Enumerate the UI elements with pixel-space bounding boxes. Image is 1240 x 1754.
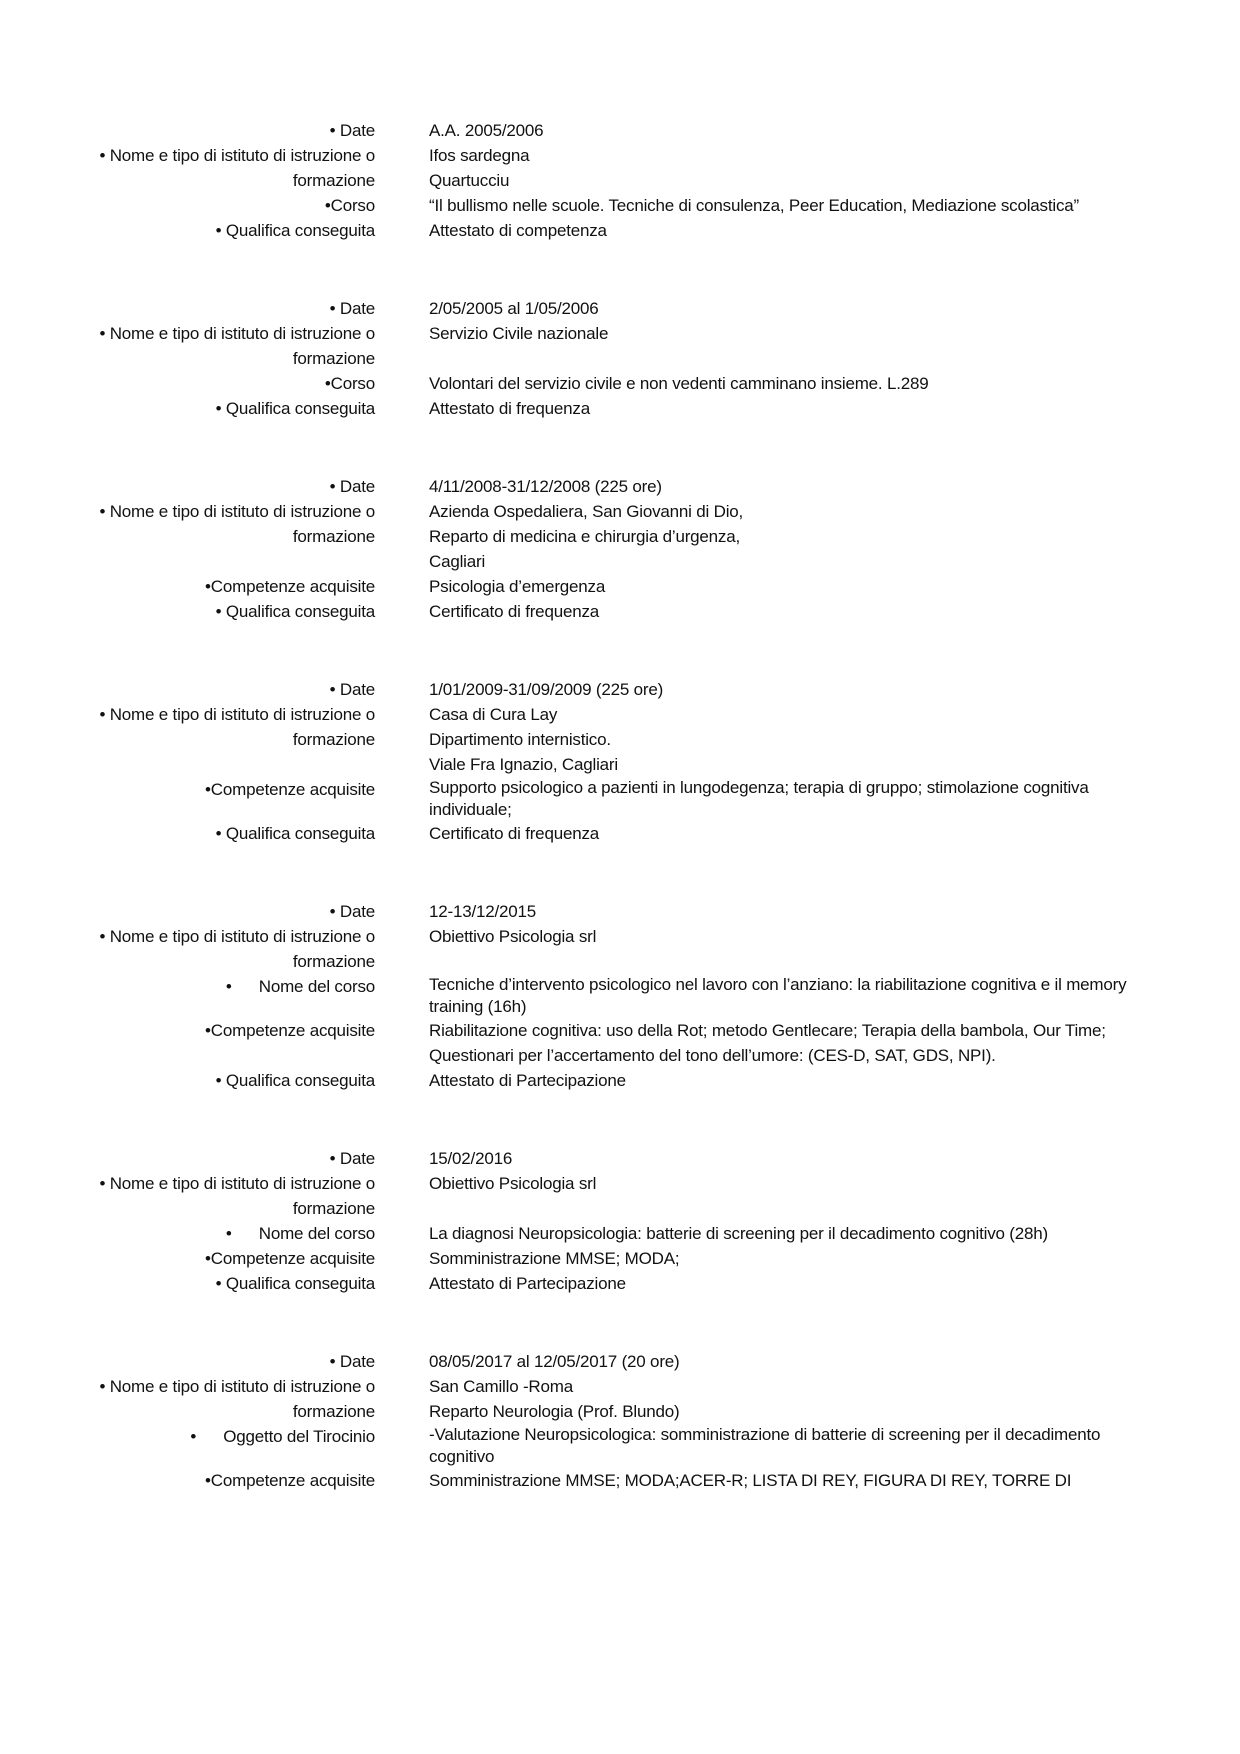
- date-value: 12-13/12/2015: [429, 902, 537, 921]
- education-entry: [0, 1349, 1240, 1493]
- institute-line: Quartucciu: [429, 171, 510, 190]
- institute-label-line: formazione: [292, 171, 375, 190]
- competenze-row: [0, 1018, 1240, 1068]
- date-label: • Date: [329, 1149, 375, 1168]
- institute-row: [0, 702, 1240, 777]
- institute-line: Reparto di medicina e chirurgia d’urgenza,: [429, 527, 740, 546]
- competenze-value: [429, 1018, 1149, 1068]
- institute-label-line: • Nome e tipo di istituto di istruzione o: [99, 927, 375, 946]
- qualifica-label: • Qualifica conseguita: [215, 399, 375, 418]
- nome-corso-value: La diagnosi Neuropsicologia: batterie di screening per il decadimento cognitivo (28h): [429, 1224, 1048, 1243]
- institute-row: [0, 1374, 1240, 1424]
- qualifica-value: Attestato di frequenza: [429, 399, 590, 418]
- institute-label: [0, 499, 375, 549]
- institute-line: Dipartimento internistico.: [429, 730, 611, 749]
- bullet-icon: •: [225, 1224, 232, 1243]
- institute-label: [0, 702, 375, 752]
- nome-corso-label: [0, 974, 375, 999]
- institute-line: Obiettivo Psicologia srl: [429, 1174, 597, 1193]
- course-value: “Il bullismo nelle scuole. Tecniche di consulenza, Peer Education, Mediazione scolastica”: [429, 196, 1079, 215]
- date-row: [0, 296, 1240, 321]
- institute-line: Viale Fra Ignazio, Cagliari: [429, 755, 618, 774]
- tirocinio-label: [0, 1424, 375, 1449]
- institute-value: [429, 702, 1149, 777]
- institute-label-line: formazione: [292, 730, 375, 749]
- competenze-label: •Competenze acquisite: [205, 1471, 375, 1490]
- competenze-value: Somministrazione MMSE; MODA;: [429, 1249, 680, 1268]
- qualifica-row: [0, 599, 1240, 624]
- date-label: • Date: [329, 477, 375, 496]
- institute-value: [429, 321, 1149, 346]
- institute-row: [0, 321, 1240, 371]
- competenze-label: •Competenze acquisite: [205, 1021, 375, 1040]
- institute-line: Azienda Ospedaliera, San Giovanni di Dio,: [429, 502, 744, 521]
- institute-line: Reparto Neurologia (Prof. Blundo): [429, 1402, 680, 1421]
- date-row: [0, 474, 1240, 499]
- institute-label-line: formazione: [292, 952, 375, 971]
- institute-value: [429, 499, 1149, 574]
- date-value: 4/11/2008-31/12/2008 (225 ore): [429, 477, 662, 496]
- bullet-icon: •: [190, 1427, 197, 1446]
- date-value: 1/01/2009-31/09/2009 (225 ore): [429, 680, 664, 699]
- qualifica-row: [0, 821, 1240, 846]
- qualifica-label: • Qualifica conseguita: [215, 602, 375, 621]
- qualifica-value: Certificato di frequenza: [429, 602, 600, 621]
- date-value: A.A. 2005/2006: [429, 121, 544, 140]
- institute-label-line: formazione: [292, 349, 375, 368]
- institute-line: Obiettivo Psicologia srl: [429, 927, 597, 946]
- institute-value: [429, 924, 1149, 949]
- competenze-label: •Competenze acquisite: [205, 780, 375, 799]
- nome-corso-label: [0, 1221, 375, 1246]
- date-label: • Date: [329, 299, 375, 318]
- competenze-row: [0, 1468, 1240, 1493]
- education-entry: [0, 899, 1240, 1093]
- date-label: • Date: [329, 1352, 375, 1371]
- institute-line: Ifos sardegna: [429, 146, 530, 165]
- nome-corso-row: [0, 1221, 1240, 1246]
- cv-education-page: [0, 118, 1240, 1546]
- qualifica-value: Attestato di competenza: [429, 221, 607, 240]
- date-row: [0, 677, 1240, 702]
- competenze-value: Psicologia d’emergenza: [429, 577, 606, 596]
- qualifica-value: Certificato di frequenza: [429, 824, 600, 843]
- education-entry: [0, 296, 1240, 421]
- competenze-value: Supporto psicologico a pazienti in lungodegenza; terapia di gruppo; stimolazione cognitiva individuale;: [429, 778, 1089, 819]
- qualifica-value: Attestato di Partecipazione: [429, 1274, 626, 1293]
- nome-corso-label-text: Nome del corso: [258, 977, 375, 996]
- qualifica-label: • Qualifica conseguita: [215, 1071, 375, 1090]
- institute-row: [0, 1171, 1240, 1221]
- institute-label-line: formazione: [292, 1402, 375, 1421]
- institute-row: [0, 924, 1240, 974]
- institute-label-line: • Nome e tipo di istituto di istruzione o: [99, 705, 375, 724]
- competenze-value: Somministrazione MMSE; MODA;ACER-R; LISTA DI REY, FIGURA DI REY, TORRE DI: [429, 1471, 1072, 1490]
- competenze-row: [0, 1246, 1240, 1271]
- tirocinio-value: -Valutazione Neuropsicologica: somministrazione di batterie di screening per il decadimento cognitivo: [429, 1425, 1101, 1466]
- qualifica-value: Attestato di Partecipazione: [429, 1071, 626, 1090]
- nome-corso-value: Tecniche d’intervento psicologico nel lavoro con l’anziano: la riabilitazione cognitiva e il memory training (16h): [429, 975, 1127, 1016]
- institute-line: San Camillo -Roma: [429, 1377, 573, 1396]
- institute-value: [429, 143, 1149, 193]
- institute-label-line: formazione: [292, 1199, 375, 1218]
- institute-label: [0, 1171, 375, 1221]
- date-row: [0, 1349, 1240, 1374]
- date-value: 15/02/2016: [429, 1149, 513, 1168]
- qualifica-label: • Qualifica conseguita: [215, 824, 375, 843]
- course-label: •Corso: [324, 374, 375, 393]
- institute-label: [0, 1374, 375, 1424]
- date-row: [0, 1146, 1240, 1171]
- course-label: •Corso: [324, 196, 375, 215]
- institute-label: [0, 924, 375, 974]
- institute-value: [429, 1374, 1149, 1424]
- competenze-row: [0, 777, 1240, 821]
- competenze-line: Questionari per l’accertamento del tono dell’umore: (CES-D, SAT, GDS, NPI).: [429, 1046, 996, 1065]
- institute-label-line: • Nome e tipo di istituto di istruzione o: [99, 324, 375, 343]
- institute-value: [429, 1171, 1149, 1196]
- qualifica-row: [0, 218, 1240, 243]
- competenze-row: [0, 574, 1240, 599]
- course-value: Volontari del servizio civile e non vedenti camminano insieme. L.289: [429, 374, 929, 393]
- date-row: [0, 118, 1240, 143]
- institute-row: [0, 499, 1240, 574]
- course-row: [0, 371, 1240, 396]
- course-row: [0, 193, 1240, 218]
- institute-label-line: formazione: [292, 527, 375, 546]
- date-label: • Date: [329, 902, 375, 921]
- bullet-icon: •: [225, 977, 232, 996]
- institute-label-line: • Nome e tipo di istituto di istruzione o: [99, 1174, 375, 1193]
- education-entry: [0, 474, 1240, 624]
- institute-label-line: • Nome e tipo di istituto di istruzione o: [99, 502, 375, 521]
- qualifica-label: • Qualifica conseguita: [215, 1274, 375, 1293]
- date-label: • Date: [329, 680, 375, 699]
- qualifica-row: [0, 1271, 1240, 1296]
- tirocinio-row: [0, 1424, 1240, 1468]
- institute-label-line: • Nome e tipo di istituto di istruzione o: [99, 1377, 375, 1396]
- competenze-line: Riabilitazione cognitiva: uso della Rot; metodo Gentlecare; Terapia della bambola, Our Time;: [429, 1021, 1106, 1040]
- institute-label: [0, 143, 375, 193]
- education-entry: [0, 1146, 1240, 1296]
- qualifica-row: [0, 1068, 1240, 1093]
- institute-line: Casa di Cura Lay: [429, 705, 558, 724]
- education-entry: [0, 118, 1240, 243]
- institute-line: Cagliari: [429, 552, 486, 571]
- competenze-label: •Competenze acquisite: [205, 577, 375, 596]
- date-row: [0, 899, 1240, 924]
- qualifica-row: [0, 396, 1240, 421]
- tirocinio-label-text: Oggetto del Tirocinio: [223, 1427, 375, 1446]
- institute-line: Servizio Civile nazionale: [429, 324, 609, 343]
- institute-row: [0, 143, 1240, 193]
- education-entry: [0, 677, 1240, 846]
- date-value: 08/05/2017 al 12/05/2017 (20 ore): [429, 1352, 680, 1371]
- competenze-label: •Competenze acquisite: [205, 1249, 375, 1268]
- date-value: 2/05/2005 al 1/05/2006: [429, 299, 599, 318]
- institute-label: [0, 321, 375, 371]
- qualifica-label: • Qualifica conseguita: [215, 221, 375, 240]
- institute-label-line: • Nome e tipo di istituto di istruzione o: [99, 146, 375, 165]
- nome-corso-row: [0, 974, 1240, 1018]
- nome-corso-label-text: Nome del corso: [258, 1224, 375, 1243]
- date-label: • Date: [329, 121, 375, 140]
